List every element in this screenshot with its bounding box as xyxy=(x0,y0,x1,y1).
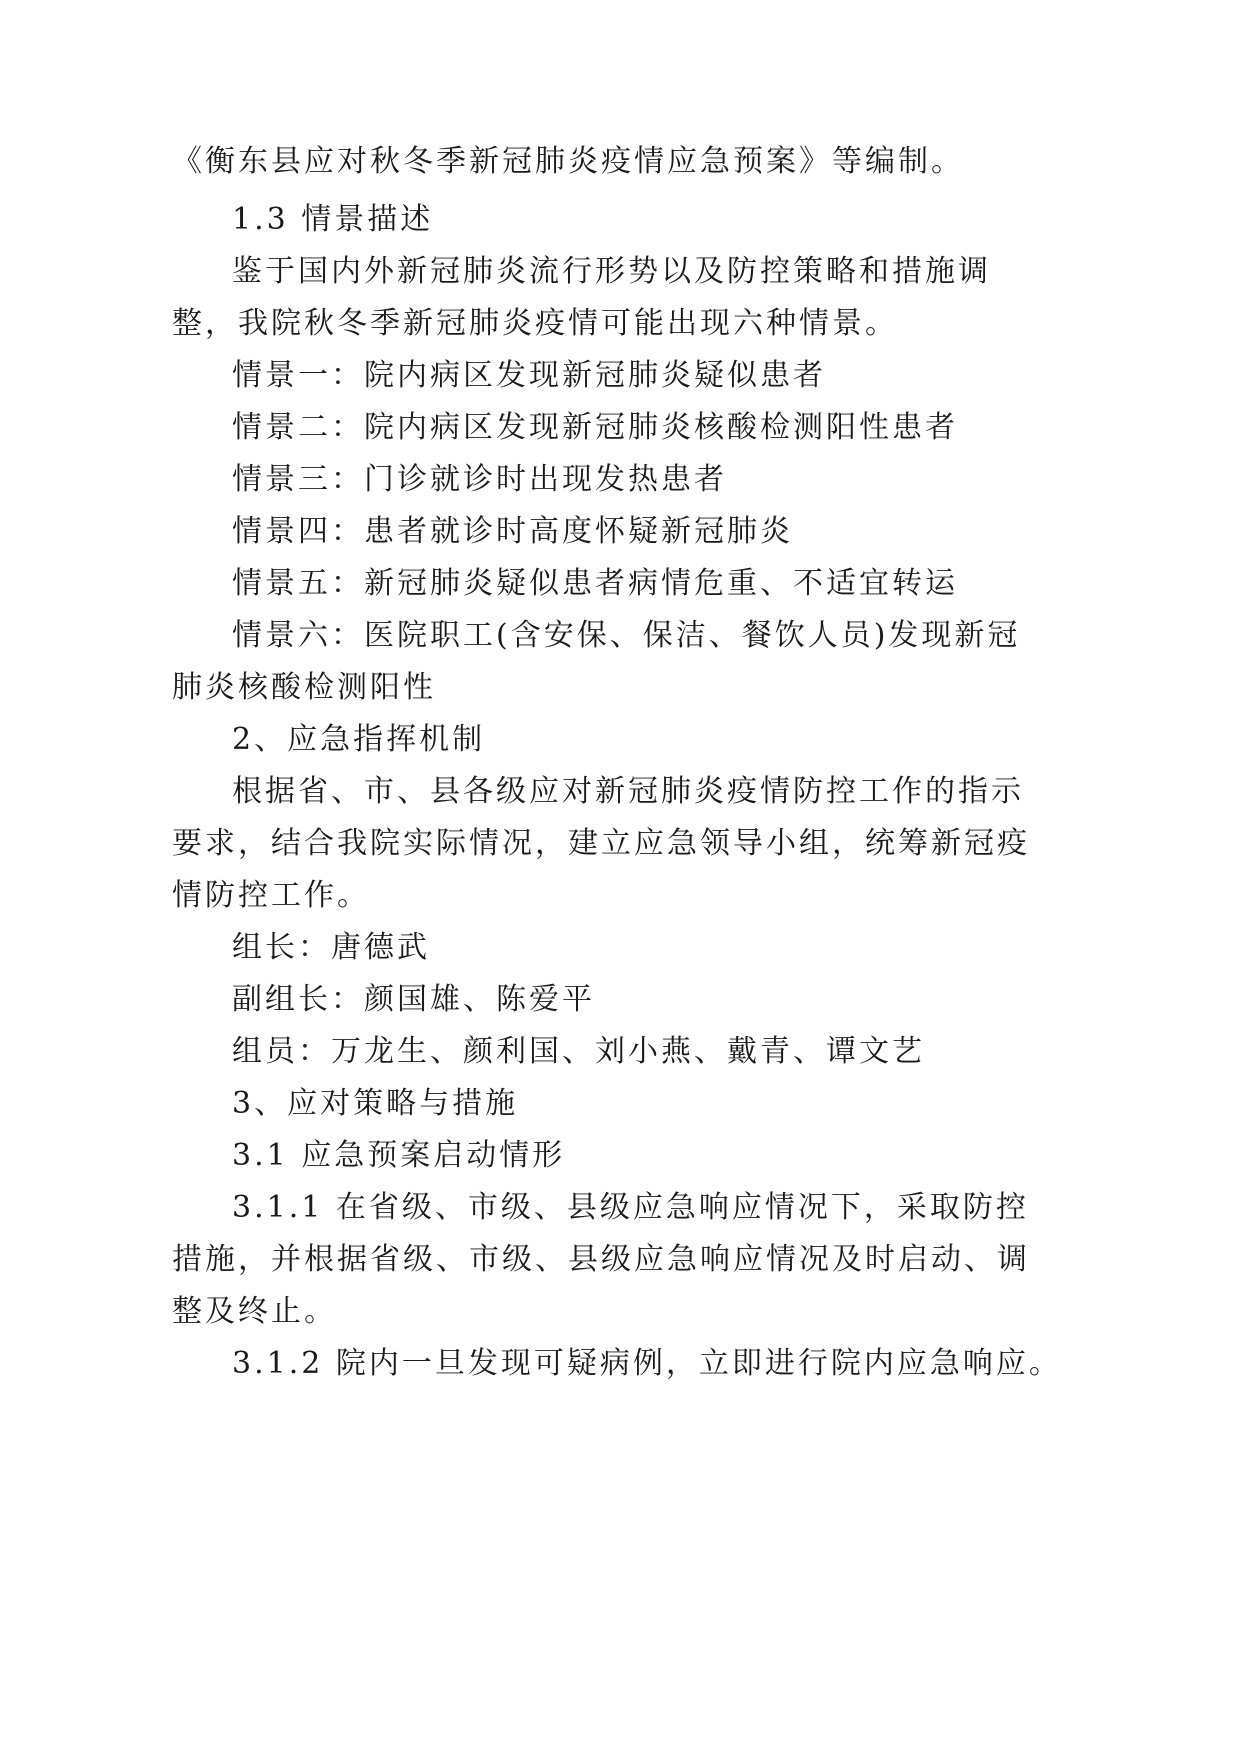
member-line: 组长：唐德武 xyxy=(232,930,430,965)
section-heading: 3.1 应急预案启动情形 xyxy=(232,1138,566,1173)
paragraph-line: 3.1.1 在省级、市级、县级应急响应情况下，采取防控 xyxy=(232,1190,1029,1225)
paragraph-line: 《衡东县应对秋冬季新冠肺炎疫情应急预案》等编制。 xyxy=(172,144,964,179)
scenario-line: 情景二：院内病区发现新冠肺炎核酸检测阳性患者 xyxy=(232,410,958,445)
section-heading: 2、应急指挥机制 xyxy=(232,722,486,757)
paragraph-line: 3.1.2 院内一旦发现可疑病例，立即进行院内应急响应。 xyxy=(232,1346,1062,1381)
paragraph-line: 措施，并根据省级、市级、县级应急响应情况及时启动、调 xyxy=(172,1242,1030,1277)
scenario-line: 肺炎核酸检测阳性 xyxy=(172,670,436,705)
scenario-line: 情景一：院内病区发现新冠肺炎疑似患者 xyxy=(232,358,826,393)
scenario-line: 情景三：门诊就诊时出现发热患者 xyxy=(232,462,727,497)
member-line: 组员：万龙生、颜利国、刘小燕、戴青、谭文艺 xyxy=(232,1034,925,1069)
paragraph-line: 要求，结合我院实际情况，建立应急领导小组，统筹新冠疫 xyxy=(172,826,1030,861)
paragraph-line: 整及终止。 xyxy=(172,1294,337,1329)
paragraph-line: 鉴于国内外新冠肺炎流行形势以及防控策略和措施调 xyxy=(232,254,991,289)
paragraph-line: 整，我院秋冬季新冠肺炎疫情可能出现六种情景。 xyxy=(172,306,898,341)
section-heading: 3、应对策略与措施 xyxy=(232,1086,519,1121)
scenario-line: 情景五：新冠肺炎疑似患者病情危重、不适宜转运 xyxy=(232,566,958,601)
member-line: 副组长：颜国雄、陈爱平 xyxy=(232,982,595,1017)
paragraph-line: 根据省、市、县各级应对新冠肺炎疫情防控工作的指示 xyxy=(232,774,1024,809)
scenario-line: 情景四：患者就诊时高度怀疑新冠肺炎 xyxy=(232,514,793,549)
section-heading: 1.3 情景描述 xyxy=(232,202,434,237)
paragraph-line: 情防控工作。 xyxy=(172,878,370,913)
scenario-line: 情景六：医院职工(含安保、保洁、餐饮人员)发现新冠 xyxy=(232,618,1021,653)
